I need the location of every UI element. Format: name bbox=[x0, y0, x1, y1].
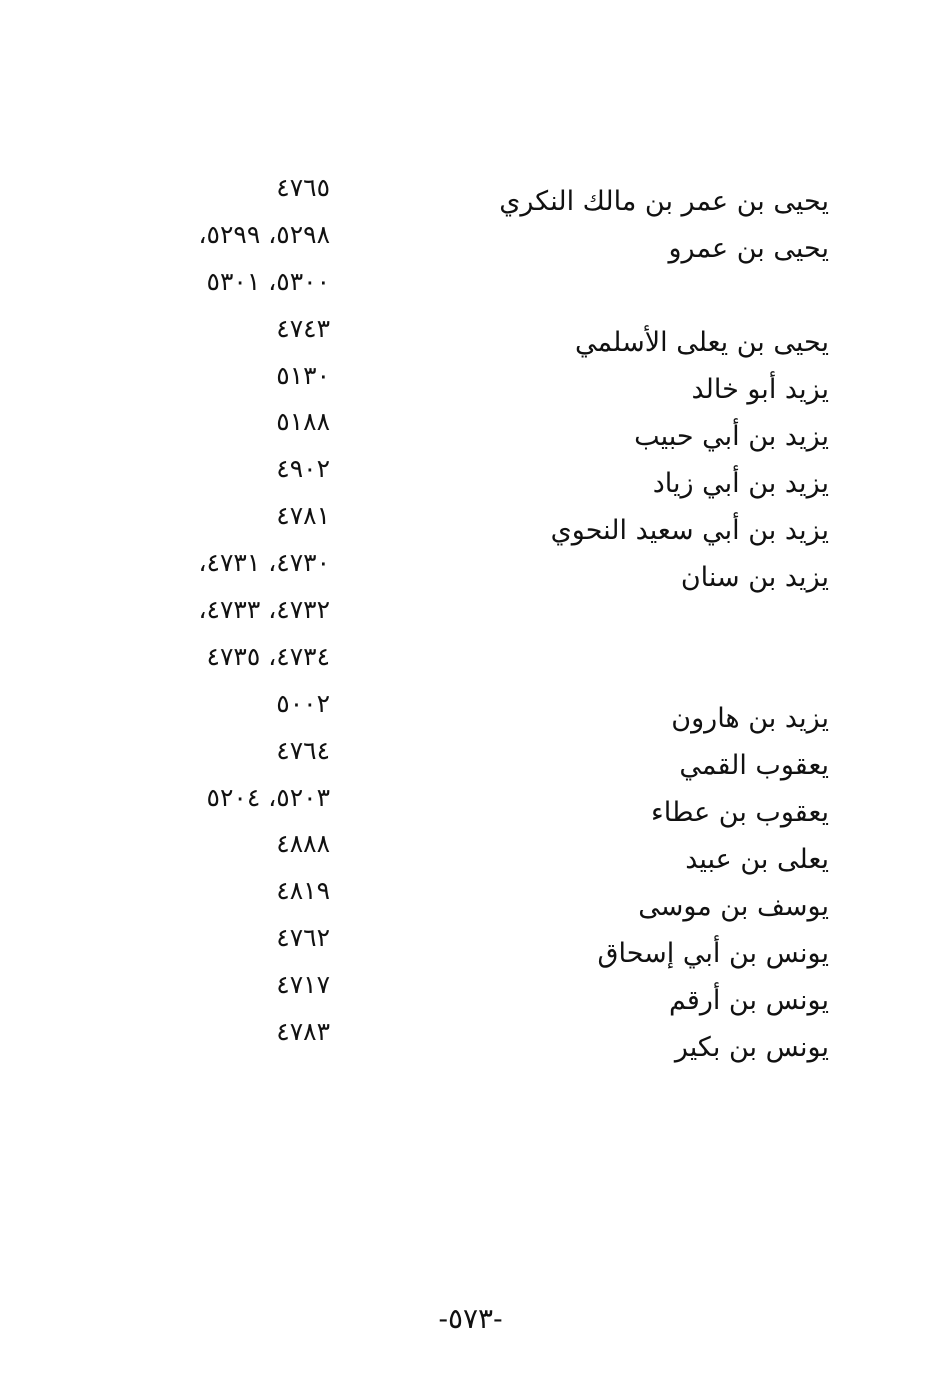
index-name: يعقوب القمي bbox=[679, 750, 829, 781]
numbers-column bbox=[150, 165, 350, 1056]
index-number: ٥٢٩٨، ٥٢٩٩، bbox=[198, 219, 330, 249]
index-name: يزيد بن أبي حبيب bbox=[634, 421, 829, 452]
index-number: ٥٣٠٠، ٥٣٠١ bbox=[206, 266, 330, 296]
page-number: -٥٧٣- bbox=[438, 1302, 503, 1335]
index-number: ٤٨٨٨ bbox=[276, 829, 330, 859]
index-number: ٤٧٤٣ bbox=[276, 313, 330, 343]
index-number: ٤٨١٩ bbox=[276, 876, 330, 906]
names-column bbox=[409, 178, 829, 1071]
index-name: يزيد بن أبي سعيد النحوي bbox=[550, 515, 829, 546]
index-name: يزيد بن هارون bbox=[671, 703, 829, 734]
index-name: يعقوب بن عطاء bbox=[651, 797, 829, 828]
index-name: يونس بن أبي إسحاق bbox=[597, 938, 829, 969]
index-number: ٤٧٦٤ bbox=[276, 735, 330, 765]
index-number: ٤٧٣٢، ٤٧٣٣، bbox=[198, 595, 330, 625]
index-name-spacer bbox=[409, 648, 829, 695]
index-name: يزيد بن سنان bbox=[680, 562, 829, 593]
index-name: يحيى بن عمرو bbox=[668, 233, 829, 264]
index-number: ٥٢٠٣، ٥٢٠٤ bbox=[206, 782, 330, 812]
index-number: ٤٧٣٠، ٤٧٣١، bbox=[198, 548, 330, 578]
index-number: ٤٩٠٢ bbox=[276, 454, 330, 484]
index-number: ٤٧٣٤، ٤٧٣٥ bbox=[206, 641, 330, 671]
index-name: يعلى بن عبيد bbox=[685, 844, 829, 875]
index-name: يزيد أبو خالد bbox=[691, 374, 829, 405]
index-number: ٥١٣٠ bbox=[276, 360, 330, 390]
index-name-spacer bbox=[409, 272, 829, 319]
index-name: يوسف بن موسى bbox=[638, 891, 829, 922]
index-number: ٤٧٨٣ bbox=[276, 1017, 330, 1047]
index-name: يونس بن أرقم bbox=[668, 985, 829, 1016]
index-number: ٥١٨٨ bbox=[276, 407, 330, 437]
index-number: ٤٧٨١ bbox=[276, 501, 330, 531]
index-number: ٤٧٦٢ bbox=[276, 923, 330, 953]
index-number: ٤٧١٧ bbox=[276, 970, 330, 1000]
index-name: يحيى بن عمر بن مالك النكري bbox=[499, 186, 829, 217]
index-name-spacer bbox=[409, 601, 829, 648]
index-number: ٤٧٦٥ bbox=[276, 173, 330, 202]
index-name: يزيد بن أبي زياد bbox=[652, 468, 829, 499]
index-name: يحيى بن يعلى الأسلمي bbox=[575, 327, 829, 358]
index-number: ٥٠٠٢ bbox=[276, 688, 330, 718]
index-name: يونس بن بكير bbox=[674, 1032, 829, 1063]
